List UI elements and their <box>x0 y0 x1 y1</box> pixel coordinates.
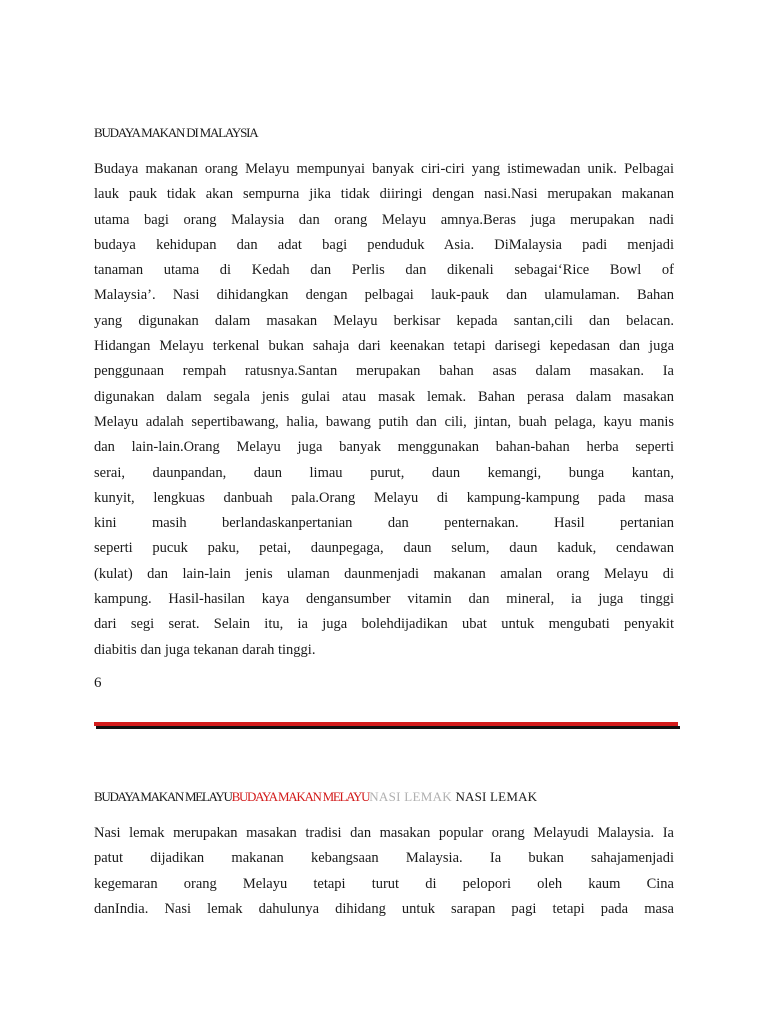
text-line: utama bagi orang Malaysia dan orang Melayu amnya.Beras juga merupakan nadi <box>94 211 674 228</box>
text-line: Nasi lemak merupakan masakan tradisi dan masakan popular orang Melayudi Malaysia. Ia <box>94 825 674 841</box>
text-line: kini masih berlandaskanpertanian dan penternakan. Hasil pertanian <box>94 515 674 532</box>
text-line: budaya kehidupan dan adat bagi penduduk Asia. DiMalaysia padi menjadi <box>94 236 674 253</box>
text-line: kampung. Hasil-hasilan kaya dengansumber vitamin dan mineral, ia juga tinggi <box>94 591 674 608</box>
text-line: seperti pucuk paku, petai, daunpegaga, daun selum, daun kaduk, cendawan <box>94 540 674 557</box>
text-line: danIndia. Nasi lemak dahulunya dihidang untuk sarapan pagi tetapi pada masa <box>94 900 674 917</box>
section2-paragraph <box>94 821 674 922</box>
heading-part-black: BUDAYA MAKAN MELAYU <box>94 789 232 804</box>
text-line: kunyit, lengkuas danbuah pala.Orang Melayu di kampung-kampung pada masa <box>94 489 674 506</box>
section-divider <box>94 722 680 730</box>
text-line: penggunaan rempah ratusnya.Santan merupakan bahan asas dalam masakan. Ia <box>94 363 674 380</box>
text-line: diabitis dan juga tekanan darah tinggi. <box>94 641 316 658</box>
text-line: lauk pauk tidak akan sempurna jika tidak diiringi dengan nasi.Nasi merupakan makanan <box>94 186 674 203</box>
text-line: dari segi serat. Selain itu, ia juga bolehdijadikan ubat untuk mengubati penyakit <box>94 616 674 633</box>
text-line: (kulat) dan lain-lain jenis ulaman daunmenjadi makanan amalan orang Melayu di <box>94 565 674 582</box>
text-line: yang digunakan dalam masakan Melayu berkisar kepada santan,cili dan belacan. <box>94 312 674 329</box>
text-line: Hidangan Melayu terkenal bukan sahaja dari keenakan tetapi darisegi kepedasan dan juga <box>94 338 674 355</box>
text-line: tanaman utama di Kedah dan Perlis dan dikenali sebagai‘Rice Bowl of <box>94 262 674 279</box>
text-line: Budaya makanan orang Melayu mempunyai banyak ciri-ciri yang istimewadan unik. Pelbagai <box>94 161 674 177</box>
text-line: dan lain-lain.Orang Melayu juga banyak menggunakan bahan-bahan herba seperti <box>94 439 674 456</box>
section-heading-budaya-makan: BUDAYA MAKAN DI MALAYSIA <box>94 125 258 140</box>
section-heading-nasi-lemak <box>94 789 537 805</box>
text-line: Melayu adalah sepertibawang, halia, bawang putih dan cili, jintan, buah pelaga, kayu manis <box>94 413 674 430</box>
heading-part-gray: NASI LEMAK <box>369 789 452 804</box>
text-line: digunakan dalam segala jenis gulai atau masak lemak. Bahan perasa dalam masakan <box>94 388 674 405</box>
heading-part-red: BUDAYA MAKAN MELAYU <box>231 789 370 804</box>
heading-part-plain: NASI LEMAK <box>452 789 538 804</box>
text-line: kegemaran orang Melayu tetapi turut di pelopori oleh kaum Cina <box>94 875 674 892</box>
divider-black-bar <box>96 726 680 729</box>
section1-paragraph <box>94 157 674 663</box>
text-line: serai, daunpandan, daun limau purut, daun kemangi, bunga kantan, <box>94 464 674 481</box>
page-number: 6 <box>94 675 102 691</box>
text-line: patut dijadikan makanan kebangsaan Malaysia. Ia bukan sahajamenjadi <box>94 850 674 867</box>
text-line: Malaysia’. Nasi dihidangkan dengan pelbagai lauk-pauk dan ulamulaman. Bahan <box>94 287 674 304</box>
